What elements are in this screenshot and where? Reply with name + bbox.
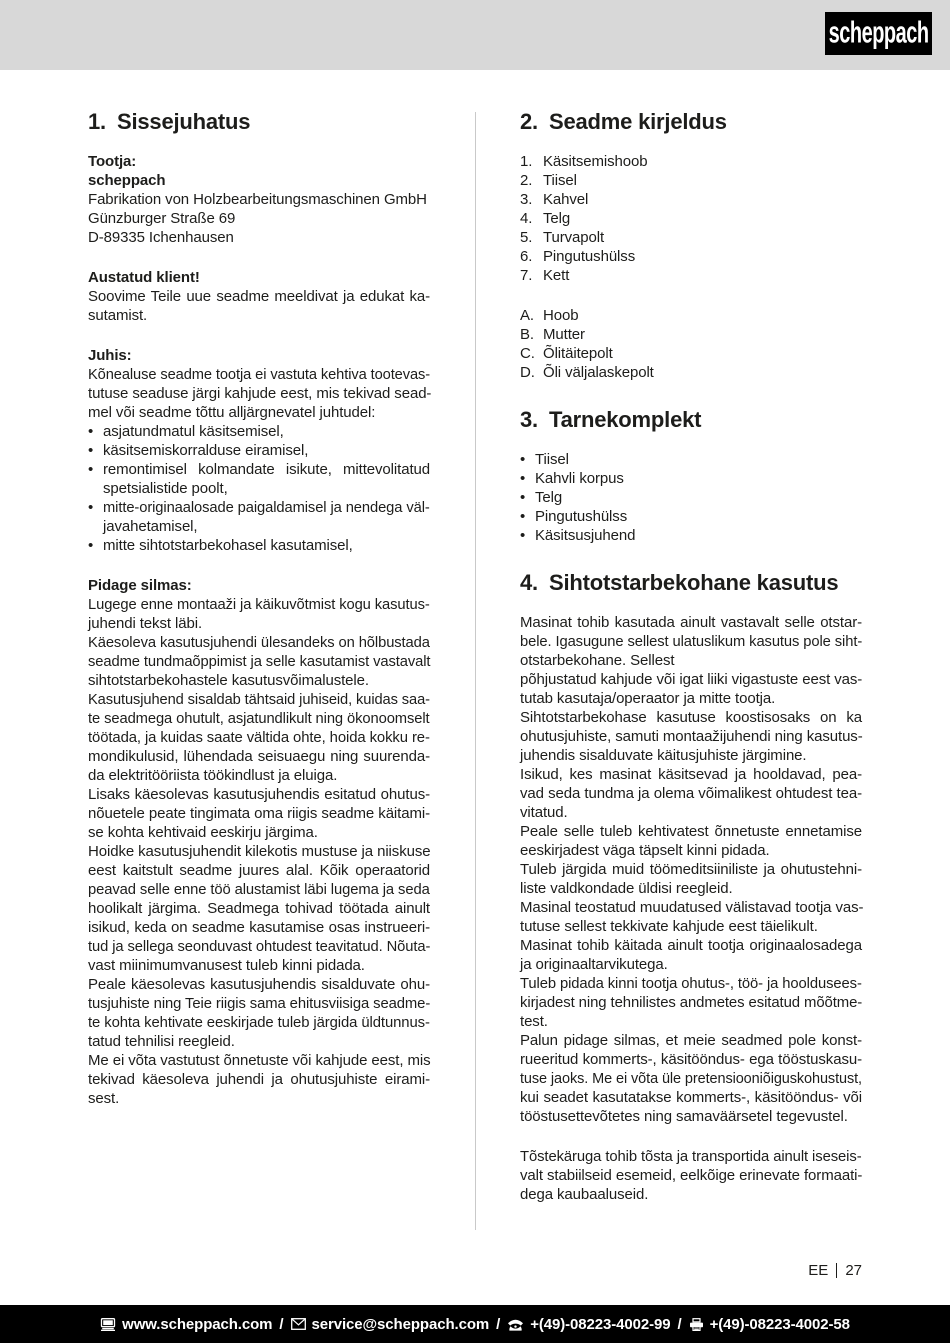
text-line: sutamist. (88, 307, 148, 324)
section-heading (88, 108, 430, 135)
bullet-item (88, 498, 430, 536)
page-number (808, 1262, 862, 1279)
text-line: sihtotstarbekohastele kasutusvõimalustele. (88, 672, 369, 689)
section-heading (520, 406, 862, 433)
text-line: te kohta kehtivate eeskirjade tuleb järgida üldtunnus- (88, 1014, 430, 1031)
text-line: Tiisel (535, 451, 569, 468)
text-line: isikud, keda on seadme kasutamise osas instrueeri- (88, 919, 430, 936)
bullet-marker: • (88, 423, 94, 440)
footer-contact-bar (0, 1305, 950, 1343)
list-item (520, 171, 862, 190)
text-line: Lisaks käesolevas kasutusjuhendis esitatud ohutus- (88, 786, 430, 803)
text-line: tusjuhiste ning Teie riigis sama ehitusviisiga seadme- (88, 995, 431, 1012)
logo-text: scheppach (828, 16, 929, 50)
text-line: Sihtotstarbekohase kasutuse koostisosaks on ka (520, 709, 862, 726)
document-section (88, 108, 430, 1108)
section-title: Seadme kirjeldus (549, 109, 727, 134)
bullet-marker: • (520, 470, 526, 487)
bullet-item (88, 460, 430, 498)
vertical-gap (88, 325, 430, 346)
document-section (520, 569, 862, 1204)
section-number: 2. (520, 109, 538, 134)
paragraph (88, 690, 430, 785)
paragraph (520, 613, 862, 670)
list-item (520, 228, 862, 247)
list-text: Pingutushülss (543, 248, 636, 265)
paragraph (88, 287, 430, 325)
list-marker: 5. (520, 229, 533, 246)
text-line: sest. (88, 1090, 120, 1107)
paragraph (88, 842, 430, 975)
bullet-item (520, 526, 862, 545)
text-line: Masinat tohib kasutada ainult vastavalt selle otstar- (520, 614, 862, 631)
text-line: Isikud, kes masinat käsitsevad ja hooldavad, pea- (520, 766, 862, 783)
text-line: Kahvli korpus (535, 470, 624, 487)
bullet-text (535, 469, 862, 488)
ordered-list (520, 152, 862, 285)
list-text: Telg (543, 210, 571, 227)
section-heading (520, 108, 862, 135)
bullet-marker: • (520, 508, 526, 525)
page-number-separator (836, 1263, 837, 1278)
section-title: Tarnekomplekt (549, 407, 702, 432)
paragraph (520, 670, 862, 708)
text-line: spetsialistide poolt, (103, 480, 228, 497)
paragraph (88, 633, 430, 690)
text-line: nõuetele peate tingimata oma riigis seadme käitami- (88, 805, 430, 822)
bullet-marker: • (520, 527, 526, 544)
text-line: rueeritud kommerts-, käsitööndus- ega tööstuskasu- (520, 1051, 862, 1068)
contact-item (689, 1316, 850, 1333)
fax-icon (689, 1318, 704, 1331)
text-line: vad seda tundma ja olema võimalikest ohtudest tea- (520, 785, 862, 802)
list-item (520, 325, 862, 344)
contact-text: www.scheppach.com (122, 1315, 273, 1333)
section-number: 4. (520, 570, 538, 595)
text-line: Tuleb järgida muid töömeditsiiniliste ja ohutustehni- (520, 861, 862, 878)
vertical-gap (88, 247, 430, 268)
text-line: ohutusjuhiste, samuti montaažijuhendi ning kasutus- (520, 728, 863, 745)
bullet-text (535, 526, 862, 545)
text-line: dega kaubaaluseid. (520, 1186, 649, 1203)
column-divider (475, 112, 476, 1230)
text-line: Tõstekäruga tohib tõsta ja transportida ainult iseseis- (520, 1148, 862, 1165)
bullet-item (520, 469, 862, 488)
text-line: juhendi tekst läbi. (88, 615, 203, 632)
contact-item (100, 1316, 272, 1333)
text-line: liste valdkondade üldisi reegleid. (520, 880, 733, 897)
text-line: Telg (535, 489, 563, 506)
contact-text: +(49)-08223-4002-99 (530, 1315, 671, 1333)
paragraph (88, 1051, 430, 1108)
bullet-item (520, 450, 862, 469)
section-heading (520, 569, 862, 596)
text-line: tud ja sellega seonduvast ohtudest teavitatud. Nõuta- (88, 938, 431, 955)
list-marker: C. (520, 345, 535, 362)
text-line: töötada, ja kuidas saate vältida ohte, hoida kokku re- (88, 729, 430, 746)
paragraph (520, 1147, 862, 1204)
list-marker: 6. (520, 248, 533, 265)
contact-separator: / (279, 1315, 284, 1333)
text-line: valt stabiilseid esemeid, eelkõige erinevate formaati- (520, 1167, 863, 1184)
bullet-text (103, 460, 430, 498)
text-line: otstarbekohane. Sellest (520, 652, 675, 669)
contact-separator: / (677, 1315, 682, 1333)
text-line: ja originaaltarvikutega. (520, 956, 668, 973)
phone-icon (507, 1318, 524, 1331)
text-line: test. (520, 1013, 548, 1030)
text-line: seadme tundmaõppimist ja selle kasutamist vastavalt (88, 653, 431, 670)
paragraph (520, 974, 862, 1031)
contact-separator: / (496, 1315, 501, 1333)
bullet-item (88, 536, 430, 555)
text-line: juhendis sisalduvate käitusjuhiste järgimine. (520, 747, 807, 764)
list-item (520, 344, 862, 363)
section-number: 3. (520, 407, 538, 432)
paragraph (88, 190, 430, 247)
list-text: Käsitsemishoob (543, 153, 648, 170)
bullet-marker: • (88, 499, 94, 516)
text-line: Käesoleva kasutusjuhendi ülesandeks on hõlbustada (88, 634, 430, 651)
list-marker: 1. (520, 153, 533, 170)
text-line: käsitsemiskorralduse eiramisel, (103, 442, 309, 459)
bullet-item (520, 507, 862, 526)
text-line: Günzburger Straße 69 (88, 210, 236, 227)
text-line: se kohta kehtivaid eeskirju järgima. (88, 824, 318, 841)
text-line: Palun pidage silmas, et meie seadmed pole konst- (520, 1032, 862, 1049)
bullet-item (88, 441, 430, 460)
list-text: Tiisel (543, 172, 577, 189)
right-column (520, 108, 862, 1204)
text-line: eest kaitstult seadme juures alal. Kõik operaatorid (88, 862, 430, 879)
list-text: Turvapolt (543, 229, 605, 246)
document-section (520, 406, 862, 545)
text-line: bele. Igasugune sellest ulatuslikum kasutus pole siht- (520, 633, 863, 650)
text-line: mel või seadme tõttu alljärgnevatel juhtudel: (88, 404, 376, 421)
list-marker: B. (520, 326, 534, 343)
envelope-icon (291, 1318, 306, 1330)
page-content (88, 108, 862, 1230)
bullet-text (535, 488, 862, 507)
text-line: Peale selle tuleb kehtivatest õnnetuste ennetamise (520, 823, 862, 840)
list-text: Kahvel (543, 191, 589, 208)
text-line: Pingutushülss (535, 508, 628, 525)
section-title: Sissejuhatus (117, 109, 251, 134)
text-line: remontimisel kolmandate isikute, mittevolitatud (103, 461, 430, 478)
bullet-marker: • (88, 442, 94, 459)
paragraph (520, 860, 862, 898)
paragraph (520, 822, 862, 860)
paragraph (520, 708, 862, 765)
bullet-marker: • (88, 461, 94, 478)
bullet-text (103, 422, 430, 441)
text-line: te seadmega ohutult, asjatundlikult ning ökonoomselt (88, 710, 430, 727)
bullet-list (520, 450, 862, 545)
bullet-marker: • (88, 537, 94, 554)
page-language: EE (808, 1262, 829, 1279)
text-line: eeskirjadest väga täpselt kinni pidada. (520, 842, 770, 859)
paragraph (520, 936, 862, 974)
text-line: D-89335 Ichenhausen (88, 229, 234, 246)
text-line: tutuse seaduse järgi kahjude eest, mis tekivad sead- (88, 385, 432, 402)
text-line: Peale käesolevas kasutusjuhendis sisalduvate ohu- (88, 976, 430, 993)
text-line: tutab kasutaja/operaator ja mitte tootja. (520, 690, 776, 707)
paragraph (88, 595, 430, 633)
text-line: tatud tehnilisi reegleid. (88, 1033, 235, 1050)
list-item (520, 306, 862, 325)
text-line: javahetamisel, (103, 518, 198, 535)
text-line: hoolikalt järgima. Seadmega tohivad töötada ainult (88, 900, 430, 917)
text-line: Hoidke kasutusjuhendit kilekotis mustuse ja niiskuse (88, 843, 431, 860)
list-item (520, 209, 862, 228)
list-item (520, 266, 862, 285)
paragraph (520, 1031, 862, 1126)
text-line: Tuleb pidada kinni tootja ohutus-, töö- ja hooldusees- (520, 975, 862, 992)
text-line: asjatundmatul käsitsemisel, (103, 423, 284, 440)
vertical-gap (520, 1126, 862, 1147)
left-column (88, 108, 430, 1108)
ordered-list (520, 306, 862, 382)
text-line: mondikulusid, lühendada seisuaegu ning suurenda- (88, 748, 430, 765)
list-marker: 3. (520, 191, 533, 208)
text-line: Fabrikation von Holzbearbeitungsmaschinen GmbH (88, 191, 427, 208)
list-text: Õlitäitepolt (543, 345, 613, 362)
paragraph-label: Tootja: (88, 153, 137, 170)
list-item (520, 152, 862, 171)
text-line: põhjustatud kahjude või igat liiki vigastuste eest vas- (520, 671, 863, 688)
text-line: Lugege enne montaaži ja käikuvõtmist kogu kasutus- (88, 596, 430, 613)
paragraph-label: Pidage silmas: (88, 577, 192, 594)
list-marker: D. (520, 364, 535, 381)
list-text: Mutter (543, 326, 585, 343)
text-line: Käsitsusjuhend (535, 527, 636, 544)
text-line: Kõnealuse seadme tootja ei vastuta kehtiva tootevas- (88, 366, 431, 383)
paragraph-label: scheppach (88, 172, 166, 189)
paragraph (88, 975, 430, 1051)
text-line: tööstusettevõtetes ning samaväärsetel tegevustel. (520, 1108, 848, 1125)
bullet-text (103, 498, 430, 536)
bullet-text (535, 507, 862, 526)
bullet-text (103, 441, 430, 460)
bullet-item (520, 488, 862, 507)
text-line: Kasutusjuhend sisaldab tähtsaid juhiseid, kuidas saa- (88, 691, 430, 708)
text-line: mitte sihtotstarbekohasel kasutamisel, (103, 537, 353, 554)
text-line: Masinat tohib käitada ainult tootja originaalosadega (520, 937, 862, 954)
paragraph-label: Juhis: (88, 347, 132, 364)
paragraph (88, 365, 430, 422)
list-marker: 4. (520, 210, 533, 227)
section-title: Sihtotstarbekohane kasutus (549, 570, 839, 595)
bullet-marker: • (520, 451, 526, 468)
bullet-text (535, 450, 862, 469)
bullet-text (103, 536, 430, 555)
paragraph (88, 785, 430, 842)
vertical-gap (88, 555, 430, 576)
list-text: Hoob (543, 307, 579, 324)
vertical-gap (520, 285, 862, 306)
contact-text: +(49)-08223-4002-58 (709, 1315, 850, 1333)
list-marker: 2. (520, 172, 533, 189)
text-line: tutuse sellest tekkivate kahjude eest täielikult. (520, 918, 818, 935)
list-text: Õli väljalaskepolt (543, 364, 654, 381)
bullet-item (88, 422, 430, 441)
text-line: tuse jaoks. Me ei võta üle pretensiooniõiguskohustust, (520, 1070, 862, 1087)
document-section (520, 108, 862, 382)
list-item (520, 190, 862, 209)
text-line: vast miinimumvanusest tuleb kinni pidada. (88, 957, 365, 974)
computer-icon (100, 1318, 116, 1331)
list-text: Kett (543, 267, 570, 284)
contact-text: service@scheppach.com (311, 1315, 490, 1333)
paragraph (520, 898, 862, 936)
list-marker: 7. (520, 267, 533, 284)
list-item (520, 247, 862, 266)
scheppach-logo (825, 12, 932, 55)
bullet-list (88, 422, 430, 555)
section-number: 1. (88, 109, 106, 134)
text-line: Masinal teostatud muudatused välistavad tootja vas- (520, 899, 864, 916)
text-line: vitatud. (520, 804, 568, 821)
text-line: peavad selle enne töö alustamist läbi lugema ja seda (88, 881, 430, 898)
list-item (520, 363, 862, 382)
contact-item (507, 1316, 670, 1333)
text-line: Soovime Teile uue seadme meeldivat ja edukat ka- (88, 288, 430, 305)
page-number-value: 27 (845, 1262, 862, 1279)
text-line: kirjadest ning tehnilistes andmetes esitatud mõõtme- (520, 994, 863, 1011)
bullet-marker: • (520, 489, 526, 506)
paragraph (520, 765, 862, 822)
text-line: da elektritööriista töökindlust ja eluiga. (88, 767, 338, 784)
paragraph-label: Austatud klient! (88, 269, 200, 286)
header-band (0, 0, 950, 70)
text-line: tekivad käesoleva juhendi ja ohutusjuhiste eirami- (88, 1071, 430, 1088)
contact-item (291, 1316, 490, 1333)
text-line: Me ei võta vastutust õnnetuste või kahjude eest, mis (88, 1052, 431, 1069)
text-line: kui seadet kasutatakse kommerts-, käsitööndus- või (520, 1089, 862, 1106)
list-marker: A. (520, 307, 534, 324)
text-line: mitte-originaalosade paigaldamisel ja nendega väl- (103, 499, 430, 516)
